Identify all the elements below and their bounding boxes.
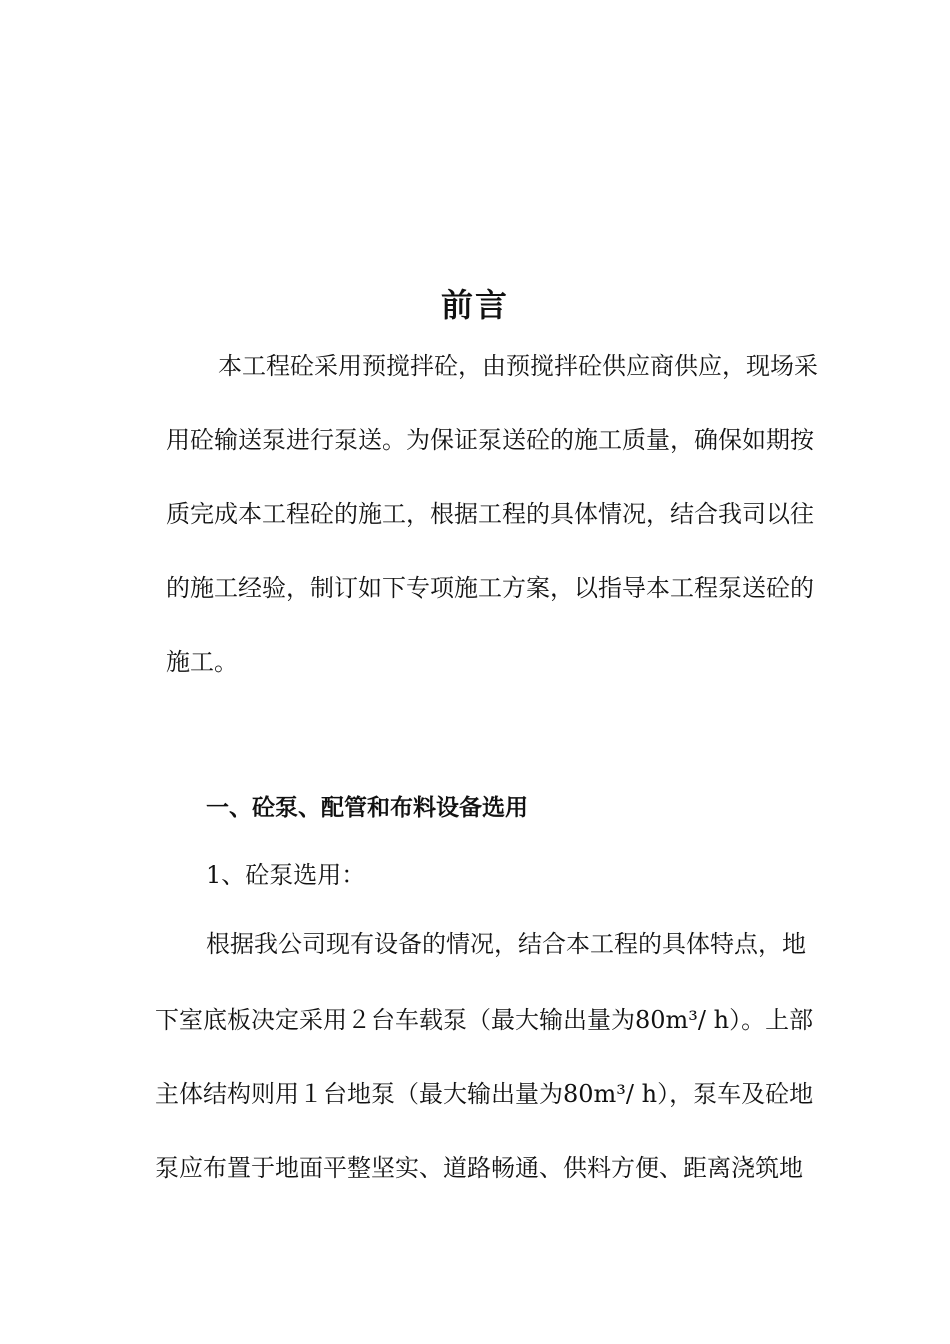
section-heading: 一、砼泵、配管和布料设备选用 bbox=[206, 794, 528, 821]
subsection-heading: 1、砼泵选用： bbox=[206, 861, 366, 889]
body-line-4: 泵应布置于地面平整坚实、道路畅通、供料方便、距离浇筑地 bbox=[155, 1154, 803, 1182]
preface-line-5: 施工。 bbox=[166, 648, 238, 676]
body-line-2: 下室底板决定采用２台车载泵（最大输出量为80m³/ h）。上部 bbox=[155, 1006, 814, 1034]
body-line-1: 根据我公司现有设备的情况，结合本工程的具体特点，地 bbox=[206, 930, 806, 958]
preface-line-4: 的施工经验，制订如下专项施工方案，以指导本工程泵送砼的 bbox=[166, 574, 814, 602]
preface-line-2: 用砼输送泵进行泵送。为保证泵送砼的施工质量，确保如期按 bbox=[166, 426, 814, 454]
preface-line-1: 本工程砼采用预搅拌砼，由预搅拌砼供应商供应，现场采 bbox=[218, 352, 818, 380]
preface-line-3: 质完成本工程砼的施工，根据工程的具体情况，结合我司以往 bbox=[166, 500, 814, 528]
page-title: 前言 bbox=[440, 286, 509, 324]
body-line-3: 主体结构则用１台地泵（最大输出量为80m³/ h），泵车及砼地 bbox=[155, 1080, 814, 1108]
